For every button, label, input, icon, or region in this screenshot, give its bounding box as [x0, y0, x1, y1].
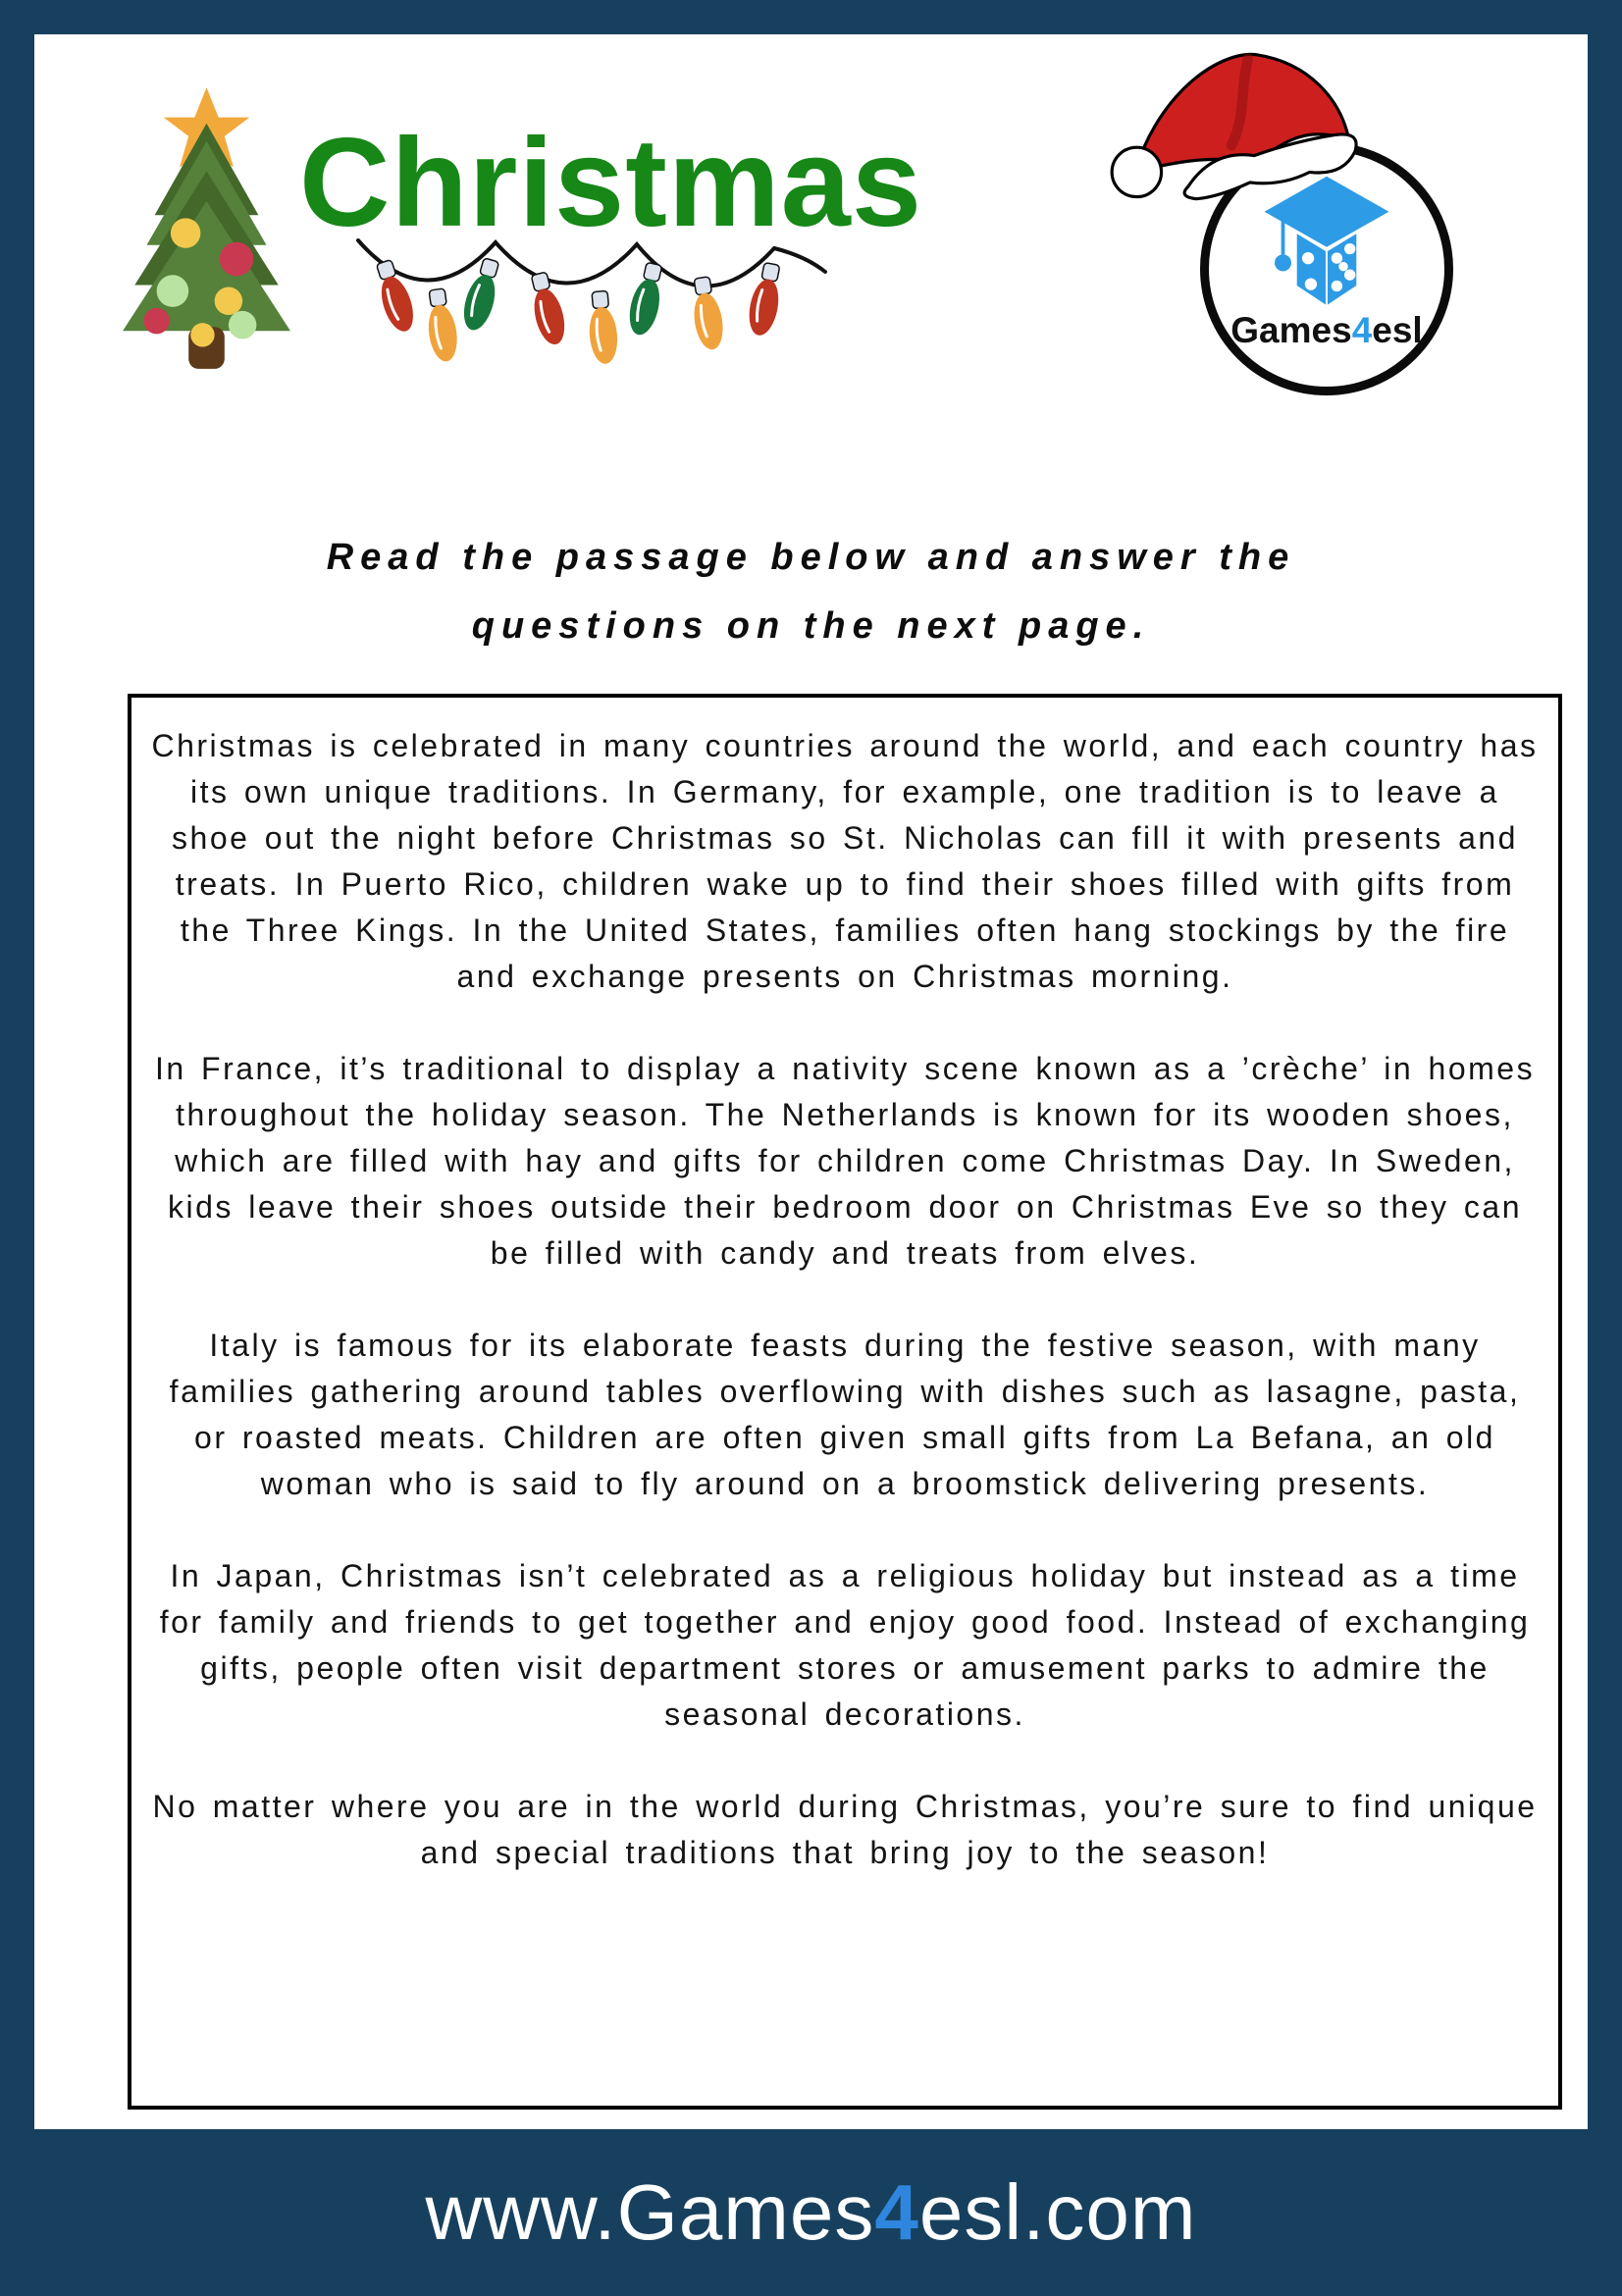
- passage-paragraph: In Japan, Christmas isn’t celebrated as a religious holiday but instead as a time for family and friends to get together and enjoy good food. Instead of exchanging gifts, people often visit department stores or amusement parks to admire the seasonal decorations.: [159, 1558, 1531, 1732]
- passage-paragraph: Christmas is celebrated in many countries around the world, and each country has its own unique traditions. In Germany, for example, one tradition is to leave a shoe out the night before Christmas so St. Nicholas can fill it with presents and treats. In Puerto Rico, children wake up to find their shoes filled with gifts from the Three Kings. In the United States, families often hang stockings by the fire and exchange presents on Christmas morning.: [151, 728, 1539, 994]
- footer-url-digit: 4: [874, 2168, 919, 2256]
- instruction-line-1: Read the passage below and answer the: [326, 537, 1296, 578]
- christmas-tree-icon: [81, 83, 332, 373]
- string-lights-icon: [350, 213, 833, 368]
- logo-wordmark: [1230, 310, 1422, 351]
- passage-paragraph: No matter where you are in the world during Christmas, you’re sure to find unique and special traditions that bring joy to the season!: [152, 1789, 1538, 1870]
- footer-url: [425, 2167, 1196, 2258]
- logo-text-prefix: Games: [1230, 310, 1352, 350]
- instruction-line-2: questions on the next page.: [471, 605, 1151, 647]
- footer-band: [0, 2129, 1622, 2296]
- page-title: Christmas: [299, 113, 922, 253]
- logo-text-digit: 4: [1351, 310, 1373, 350]
- footer-url-prefix: www.Games: [425, 2168, 875, 2256]
- page-background: [34, 34, 1588, 2129]
- instruction-text: [34, 523, 1588, 660]
- logo-text-suffix: esl: [1372, 310, 1423, 350]
- passage-box: [128, 694, 1562, 2110]
- santa-hat-icon: [1092, 40, 1373, 246]
- passage-paragraph: In France, it’s traditional to display a nativity scene known as a ’crèche’ in homes throughout the holiday season. The Netherlands is known for its wooden shoes, which are filled with hay and gifts for children come Christmas Day. In Sweden, kids leave their shoes outside their bedroom door on Christmas Eve so they can be filled with candy and treats from elves.: [154, 1051, 1536, 1271]
- passage-paragraph: Italy is famous for its elaborate feasts during the festive season, with many families gathering around tables overflowing with dishes such as lasagne, pasta, or roasted meats. Children are often given small gifts from La Befana, an old woman who is said to fly around on a broomstick delivering presents.: [169, 1328, 1521, 1501]
- footer-url-suffix: esl.com: [918, 2168, 1197, 2256]
